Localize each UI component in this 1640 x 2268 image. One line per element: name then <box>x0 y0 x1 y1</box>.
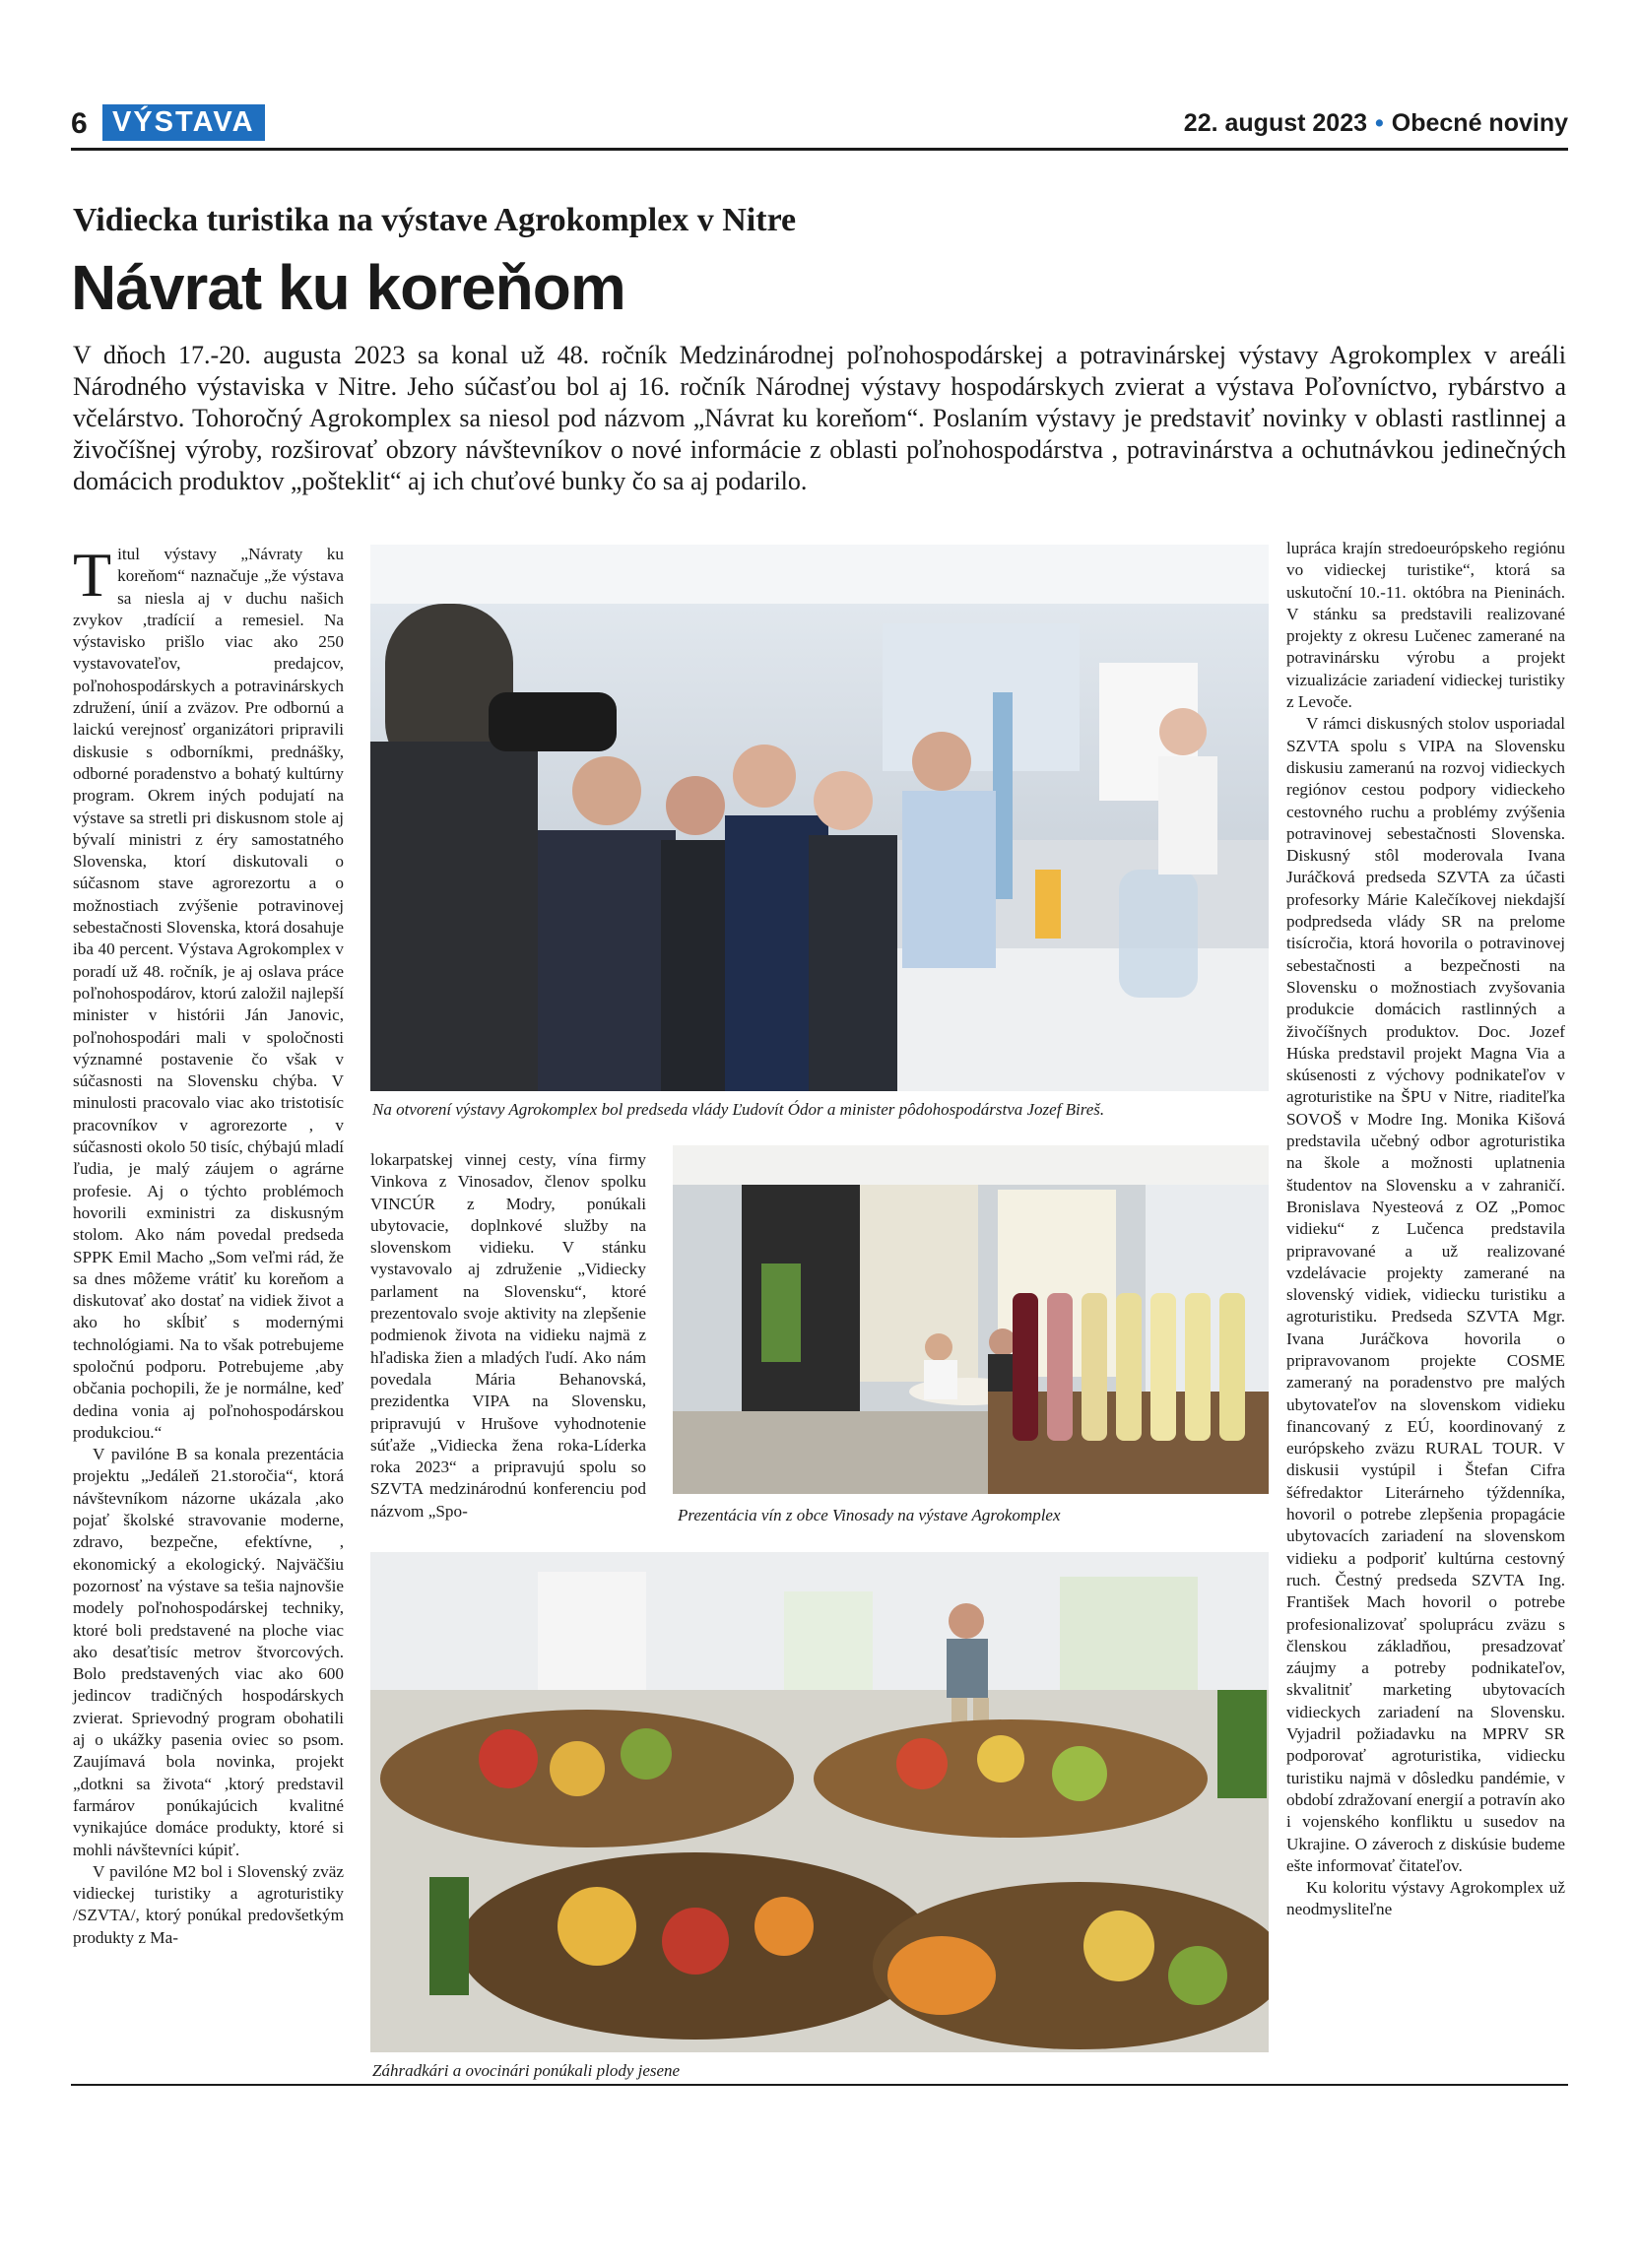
photo-autumn-produce-image <box>370 1552 1269 2052</box>
column-1-paragraph-2: V pavilóne B sa konala prezentácia projektu „Jedáleň 21.storočia“, ktorá návštevníkom názorne ukázala ,ako pojať školské stravovanie moderne, zdravo, bezpečne, efektívne, , ekonomický a ekologický. Najväčšiu pozornosť na výstave sa tešia najnovšie modely poľnohospodárskej techniky, ktoré boli predstavené na ploche viac ako desaťtisíc metrov štvorcových. Bolo predstavených viac ako 600 jedincov tradičných hospodárskych zvierat. Sprievodný program obohatili aj o ukážky pasenia oviec so psom. Zaujímavá bola novinka, projekt „dotkni sa života“ ,ktorý predstavil farmárov ponúkajúcich kvalitné vynikajúce domáce produkty, ktoré si mohli návštevníci kúpiť. <box>73 1445 344 1859</box>
header-rule <box>71 148 1568 151</box>
article-lead: V dňoch 17.-20. augusta 2023 sa konal už 48. ročník Medzinárodnej poľnohospodárskej a potravinárskej výstavy Agrokomplex v areáli Národného výstaviska v Nitre. Jeho súčasťou bol aj 16. ročník Národnej výstavy hospodárskych zvierat a výstava Poľovníctvo, rybárstvo a včelárstvo. Tohoročný Agrokomplex sa niesol pod názvom „Návrat ku koreňom“. Poslaním výstavy je predstaviť novinky v oblasti rastlinnej a živočíšnej výroby, rozširovať obzory návštevníkov o nové informácie z oblasti poľnohospodárstva , potravinárstva a ochutnávkou jedinečných domácich produktov „pošteklit“ aj ich chuťové bunky čo sa aj podarilo. <box>73 341 1566 495</box>
drop-cap: T <box>73 540 112 610</box>
article-kicker: Vidiecka turistika na výstave Agrokomplex v Nitre <box>73 202 797 238</box>
photo-exhibition-opening-caption: Na otvorení výstavy Agrokomplex bol predseda vlády Ľudovít Ódor a minister pôdohospodárstva Jozef Bireš. <box>372 1100 1105 1119</box>
photo-exhibition-opening <box>370 545 1269 1091</box>
column-4-paragraph-1: lupráca krajín stredoeurópskeho regiónu vo vidieckej turistike“, ktorá sa uskutoční 10.-11. októbra na Pieninách. V stánku sa predstavili realizované projekty z okresu Lučenec zamerané na potravinársku výrobu a projekt vizualizácie zariadení vidieckej turistiky z Levoče. <box>1286 539 1565 712</box>
column-4-paragraph-3: Ku koloritu výstavy Agrokomplex už neodmysliteľne <box>1286 1878 1565 1919</box>
article-headline: Návrat ku koreňom <box>71 252 625 323</box>
column-2-paragraph-1: lokarpatskej vinnej cesty, vína firmy Vinkova z Vinosadov, členov spolku VINCÚR z Modry, ponúkali ubytovacie, doplnkové služby na slovenskom vidieku. V stánku vystavovalo aj združenie „Vidiecky parlament na Slovensku“, ktoré prezentovalo svoje aktivity na zlepšenie podmienok života na vidieku najmä z hľadiska žien a mladých ľudí. Ako nám povedala Mária Behanovská, prezidentka VIPA na Slovensku, pripravujú v Hrušove vyhodnotenie súťaže „Vidiecka žena roka-Líderka roka 2023“ a pripravujú spolu so SZVTA medzinárodnú konferenciu pod názvom „Spo- <box>370 1150 646 1521</box>
section-label: VÝSTAVA <box>102 104 265 141</box>
page-number: 6 <box>71 107 88 140</box>
column-1-paragraph-3: V pavilóne M2 bol i Slovenský zväz vidieckej turistiky a agroturistiky /SZVTA/, ktorý ponúkal predovšetkým produkty z Ma- <box>73 1861 344 1947</box>
header-separator: • <box>1375 109 1384 137</box>
article-column-1 <box>73 540 344 1949</box>
photo-autumn-produce-caption: Záhradkári a ovocinári ponúkali plody jesene <box>372 2061 681 2080</box>
header-dateline <box>1184 109 1568 138</box>
photo-exhibition-opening-image <box>370 545 1269 1091</box>
footer-rule <box>71 2084 1568 2086</box>
article-column-2 <box>370 1149 646 1523</box>
page-header <box>71 101 1568 145</box>
photo-wine-presentation-caption: Prezentácia vín z obce Vinosady na výstave Agrokomplex <box>678 1506 1061 1524</box>
photo-wine-presentation <box>673 1145 1269 1494</box>
article-column-4 <box>1286 538 1565 1921</box>
column-4-paragraph-2: V rámci diskusných stolov usporiadal SZVTA spolu s VIPA na Slovensku diskusiu zameranú na rozvoj vidieckych regiónov cestou podpory vidieckeho cestovného ruchu a problémy zvýšenia potravinovej sebestačnosti Slovenska. Diskusný stôl moderovala Ivana Juráčková predseda SZVTA za účasti profesorky Márie Kalečíkovej niekdajší podpredseda vlády SR na prelome tisícročia, ktorá hovorila o potravinovej sebestačnosti a bezpečnosti na Slovensku o možnostiach zvyšovania produkcie domácich rastlinných a živočíšnych produktov. Doc. Jozef Húska predstavil projekt Magna Via a skúsenosti z výchovy podnikateľov v agroturistike na ŠPU v Nitre, riaditeľka SOVOŠ v Modre Ing. Monika Kišová predstavila učebný odbor agroturistika na škole a možnosti uplatnenia študentov na Slovensku a v zahraničí. Bronislava Nyesteová z OZ „Pomoc vidieku“ z Lučenca predstavila pripravované a už realizované vzdelávacie projekty zamerané na slovenský vidiek, vidiecku turistiku a agroturistiku. Predseda SZVTA Mgr. Ivana Juráčkova hovorila o pripravovanom projekte COSME zameraný na poradenstvo pre malých ubytovateľov na slovenskom vidieku financovaný z EÚ, koordinovaný z európskeho zväzu RURAL TOUR. V diskusii vystúpil i Štefan Cifra šéfredaktor Literárneho týždenníka, hovoril o potrebe zlepšenia propagácie ubytovacích zariadení na slovenskom vidieku a podporiť kultúrna cestovný ruch. Čestný predseda SZVTA Ing. František Mach hovoril o potrebe profesionalizovať spoluprácu zväzu s členskou základňou, presadzovať záujmy a potreby podnikateľov, skvalitniť marketing ubytovacích vidieckych zariadení na Slovensku. Vyjadril požiadavku na MPRV SR podporovať agroturistika, vidiecku turistiku najmä v dôsledku pandémie, v období zdražovaní energií a potravín ako i vojenského konfliktu u susedov na Ukrajine. O záveroch z diskúsie budeme ešte informovať čitateľov. <box>1286 714 1565 1875</box>
column-1-paragraph-1 <box>73 540 344 1444</box>
photo-wine-presentation-image <box>673 1145 1269 1494</box>
photo-autumn-produce <box>370 1552 1269 2052</box>
column-1-paragraph-1-text: itul výstavy „Návraty ku koreňom“ naznačuje „že výstava sa niesla aj v duchu našich zvykov ,tradícií a remesiel. Na výstavisko prišlo viac ako 250 vystavovateľov, predajcov, poľnohospodárskych a potravinárskych združení, únií a zväzov. Pre odbornú a laickú verejnosť organizátori pripravili diskusie s odborníkmi, prednášky, odborné poradenstvo a bohatý kultúrny program. Okrem iných podujatí na výstave sa stretli pri diskusnom stole aj bývalí ministri z éry samostatného Slovenska, ktorí diskutovali o súčasnom stave agrorezortu a o možnostiach zvýšenie potravinovej sebestačnosti Slovenska, ktorá dosahuje iba 40 percent. Výstava Agrokomplex v poradí už 48. ročník, je aj oslava práce poľnohospodárov, ktorú založil najlepší minister v histórii Ján Janovic, poľnohospodári mali v spoločnosti významné postavenie čo však v súčasnosti na Slovensku chýba. V minulosti pracovalo viac ako tristotisíc pracovníkov v agrorezorte , v súčasnosti okolo 50 tisíc, chýbajú mladí ľudia, je malý záujem o agrárne profesie. Aj o týchto problémoch hovorili exministri za diskusným stolom. Ako nám povedal predseda SPPK Emil Macho „Som veľmi rád, že sa dnes môžeme vrátiť ku koreňom a diskutovať ako dostať na vidiek život a ako ho skĺbiť s modernými technológiami. Na to však potrebujeme spoločnú podporu. Potrebujeme ,aby občania pochopili, že je normálne, keď dedina vonia aj poľnohospodárskou produkciou.“ <box>73 545 344 1442</box>
publication-name: Obecné noviny <box>1391 109 1568 137</box>
issue-date: 22. august 2023 <box>1183 109 1368 137</box>
